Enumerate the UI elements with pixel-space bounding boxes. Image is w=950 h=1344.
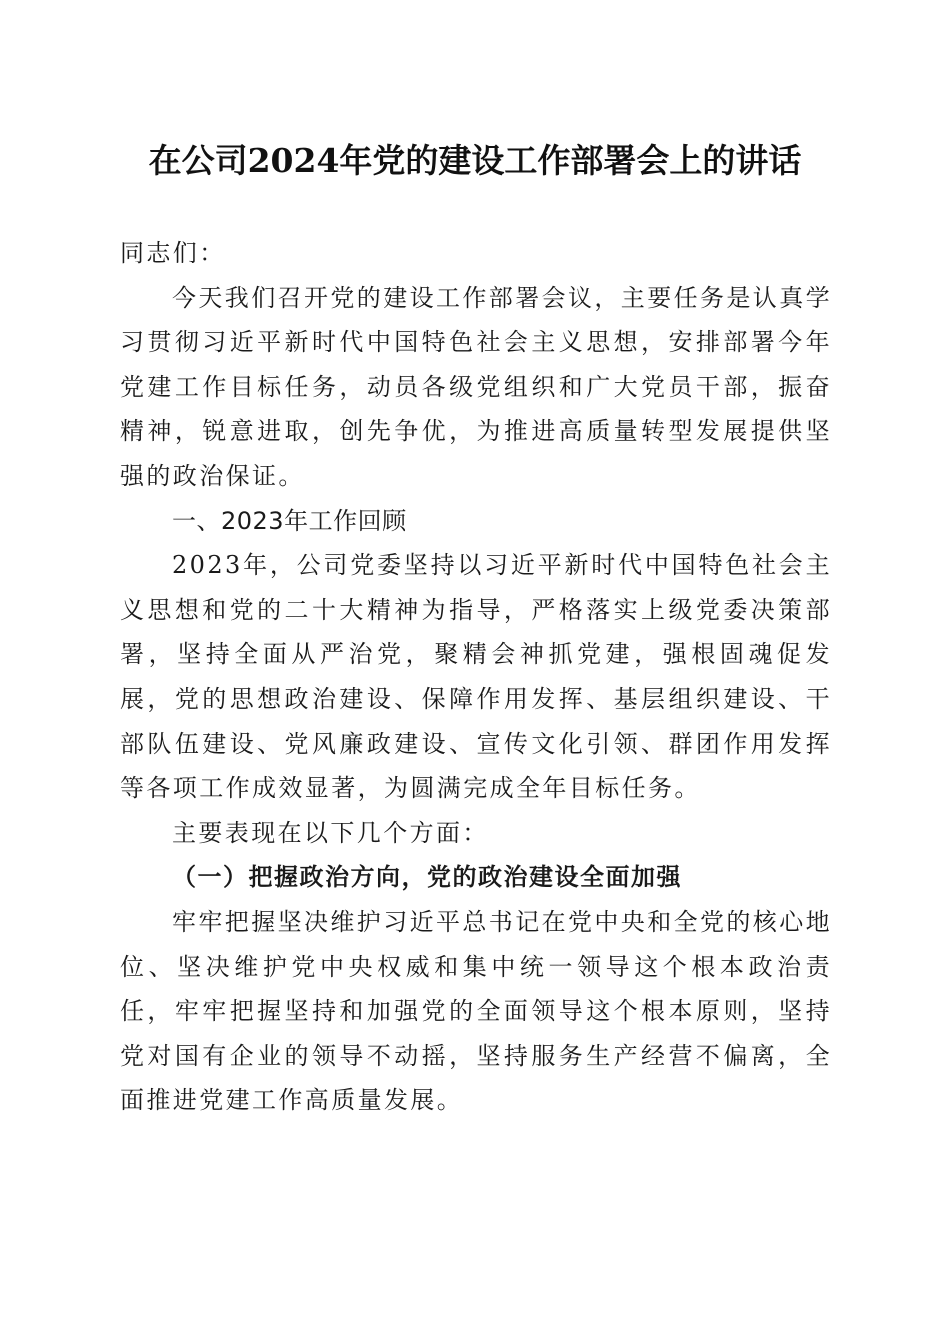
- document-title: 在公司2024年党的建设工作部署会上的讲话: [148, 141, 802, 180]
- paragraph-intro: 今天我们召开党的建设工作部署会议，主要任务是认真学习贯彻习近平新时代中国特色社会主义思想，安排部署今年党建工作目标任务，动员各级党组织和广大党员干部，振奋精神，锐意进取，创先争优，为推进高质量转型发展提供坚强的政治保证。: [120, 283, 832, 490]
- subsection-heading-political: （一）把握政治方向，党的政治建设全面加强: [172, 862, 682, 892]
- paragraph-aspects-intro: 主要表现在以下几个方面：: [172, 818, 489, 847]
- section-heading-review: 一、2023年工作回顾: [172, 506, 407, 535]
- paragraph-political: 牢牢把握坚决维护习近平总书记在党中央和全党的核心地位、坚决维护党中央权威和集中统一领导这个根本政治责任，牢牢把握坚持和加强党的全面领导这个根本原则，坚持党对国有企业的领导不动摇，坚持服务生产经营不偏离，全面推进党建工作高质量发展。: [120, 907, 832, 1115]
- paragraph-review: 2023年，公司党委坚持以习近平新时代中国特色社会主义思想和党的二十大精神为指导，严格落实上级党委决策部署，坚持全面从严治党，聚精会神抓党建，强根固魂促发展，党的思想政治建设、保障作用发挥、基层组织建设、干部队伍建设、党风廉政建设、宣传文化引领、群团作用发挥等各项工作成效显著，为圆满完成全年目标任务。: [120, 551, 832, 803]
- salutation: 同志们：: [120, 239, 226, 267]
- document-body: [120, 231, 832, 1123]
